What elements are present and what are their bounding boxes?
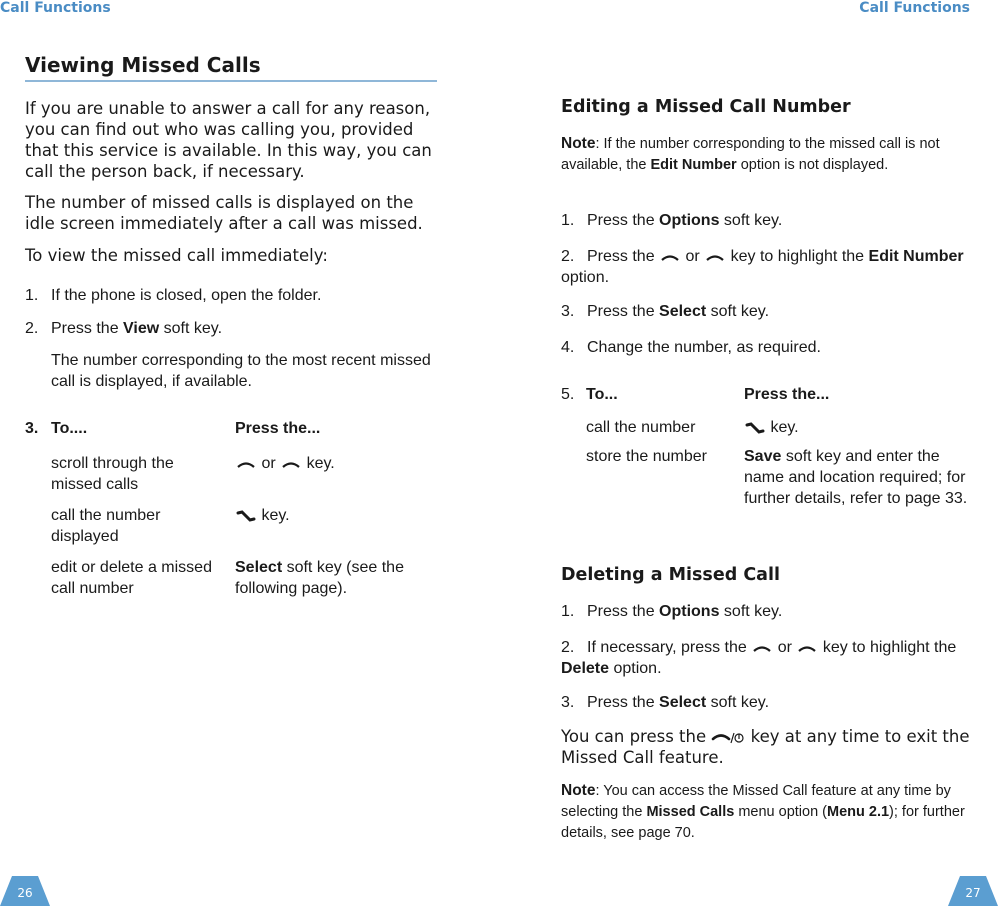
end-power-key-icon [711,731,745,745]
scroll-up-key-icon [235,458,257,470]
table-row-store-number-press: Save soft key and enter the name and location required; for further details, refer to page 33. [744,448,968,507]
section-title-editing: Editing a Missed Call Number [561,97,851,117]
page-title: Viewing Missed Calls [25,53,261,77]
scroll-down-key-icon [280,458,302,470]
table-row-edit-press: Select soft key (see the following page). [235,559,404,597]
page-number-left: 26 [17,886,33,900]
intro-paragraph: If you are unable to answer a call for any reason, you can find out who was calling you, provided that this service is available. In this way, you can call the person back, if necessary. [25,99,432,181]
step-1: 1. If the phone is closed, open the folder. [25,287,322,304]
step-2: 2. Press the View soft key. [25,320,223,337]
scroll-up-key-icon [659,251,681,263]
table-row-scroll-to: scroll through the missed calls [51,455,174,493]
table-row-call-number-press: key. [744,417,799,438]
step-3-col-press: Press the... [235,420,321,437]
edit-step-4: 4. Change the number, as required. [561,339,821,356]
edit-step-3: 3. Press the Select soft key. [561,303,770,320]
scroll-up-key-icon [751,642,773,654]
delete-step-3: 3. Press the Select soft key. [561,694,770,711]
table-row-store-number-to: store the number [586,448,707,465]
table-row-call-to: call the number displayed [51,507,161,545]
section-title-deleting: Deleting a Missed Call [561,565,780,585]
edit-step-1: 1. Press the Options soft key. [561,212,783,229]
left-page-header: Call Functions [0,0,111,16]
table-row-scroll-press: or key. [235,453,435,474]
table-row-call-press: key. [235,505,435,526]
note-missed-calls-menu: Note: You can access the Missed Call feature at any time by selecting the Missed Calls menu option (Menu 2.1); for further details, see page 70. [561,782,965,841]
right-page-header: Call Functions [859,0,970,16]
scroll-down-key-icon [704,251,726,263]
edit-step-2: 2. Press the or key to highlight the Edit Number option. [561,248,964,286]
step-5-number: 5. [561,386,575,403]
step-5-col-press: Press the... [744,386,830,403]
title-rule [25,80,437,82]
delete-step-2: 2. If necessary, press the or key to highlight the Delete option. [561,639,957,677]
exit-paragraph: You can press the key at any time to exit the Missed Call feature. [561,727,970,767]
table-row-edit-to: edit or delete a missed call number [51,559,212,597]
note-edit-number: Note: If the number corresponding to the missed call is not available, the Edit Number option is not displayed. [561,135,940,173]
delete-step-1: 1. Press the Options soft key. [561,603,783,620]
scroll-down-key-icon [796,642,818,654]
step-3-number: 3. [25,420,39,437]
view-immediately-paragraph: To view the missed call immediately: [25,246,328,265]
send-key-icon [235,509,257,523]
step-5-col-to: To... [586,386,618,403]
send-key-icon [744,421,766,435]
step-2-note: The number corresponding to the most recent missed call is displayed, if available. [51,352,431,390]
table-row-call-number-to: call the number [586,419,696,436]
step-3-col-to: To.... [51,420,88,437]
page-number-right: 27 [965,886,981,900]
missed-count-paragraph: The number of missed calls is displayed on the idle screen immediately after a call was missed. [25,193,423,233]
